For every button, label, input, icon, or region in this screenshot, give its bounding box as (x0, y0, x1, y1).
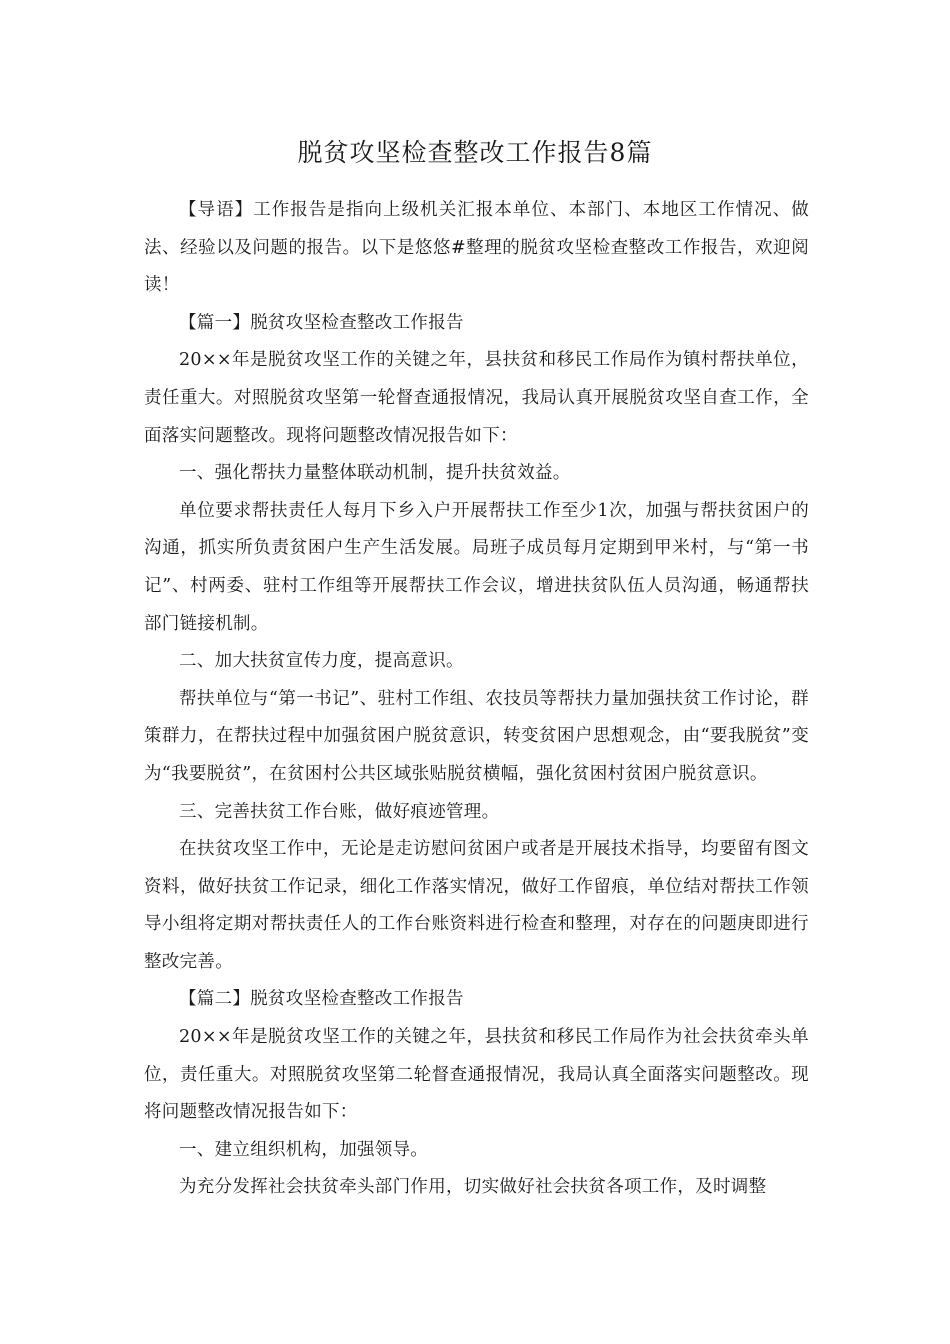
document-title: 脱贫攻坚检查整改工作报告8篇 (297, 138, 653, 167)
section-heading-1: 【篇一】脱贫攻坚检查整改工作报告 (179, 312, 464, 333)
body-paragraph: 20××年是脱贫攻坚工作的关键之年，县扶贫和移民工作局作为镇村帮扶单位，责任重大。对照脱贫攻坚第一轮督查通报情况，我局认真开展脱贫攻坚自查工作，全面落实问题整改。现将问题整改情况报告如下： (144, 350, 809, 446)
subheading: 三、完善扶贫工作台账，做好痕迹管理。 (179, 801, 500, 822)
document-body (144, 192, 809, 1207)
intro-paragraph: 【导语】工作报告是指向上级机关汇报本单位、本部门、本地区工作情况、做法、经验以及问题的报告。以下是悠悠#整理的脱贫攻坚检查整改工作报告，欢迎阅读！ (144, 200, 809, 296)
body-paragraph: 单位要求帮扶责任人每月下乡入户开展帮扶工作至少1次，加强与帮扶贫困户的沟通，抓实所负责贫困户生产生活发展。局班子成员每月定期到甲米村，与“第一书记”、村两委、驻村工作组等开展帮扶工作会议，增进扶贫队伍人员沟通，畅通帮扶部门链接机制。 (144, 500, 809, 634)
body-paragraph: 为充分发挥社会扶贫牵头部门作用，切实做好社会扶贫各项工作，及时调整 (179, 1177, 767, 1198)
subheading: 一、强化帮扶力量整体联动机制，提升扶贫效益。 (179, 463, 571, 484)
section-heading-2: 【篇二】脱贫攻坚检查整改工作报告 (179, 989, 464, 1010)
body-paragraph: 20××年是脱贫攻坚工作的关键之年，县扶贫和移民工作局作为社会扶贫牵头单位，责任重大。对照脱贫攻坚第二轮督查通报情况，我局认真全面落实问题整改。现将问题整改情况报告如下： (144, 1027, 809, 1123)
subheading: 二、加大扶贫宣传力度，提高意识。 (179, 651, 464, 672)
subheading: 一、建立组织机构，加强领导。 (179, 1139, 429, 1160)
body-paragraph: 在扶贫攻坚工作中，无论是走访慰问贫困户或者是开展技术指导，均要留有图文资料，做好扶贫工作记录，细化工作落实情况，做好工作留痕，单位结对帮扶工作领导小组将定期对帮扶责任人的工作台账资料进行检查和整理，对存在的问题庚即进行整改完善。 (144, 839, 809, 972)
body-paragraph: 帮扶单位与“第一书记”、驻村工作组、农技员等帮扶力量加强扶贫工作讨论，群策群力，在帮扶过程中加强贫困户脱贫意识，转变贫困户思想观念，由“要我脱贫”变为“我要脱贫”，在贫困村公共区域张贴脱贫横幅，强化贫困村贫困户脱贫意识。 (144, 688, 809, 784)
